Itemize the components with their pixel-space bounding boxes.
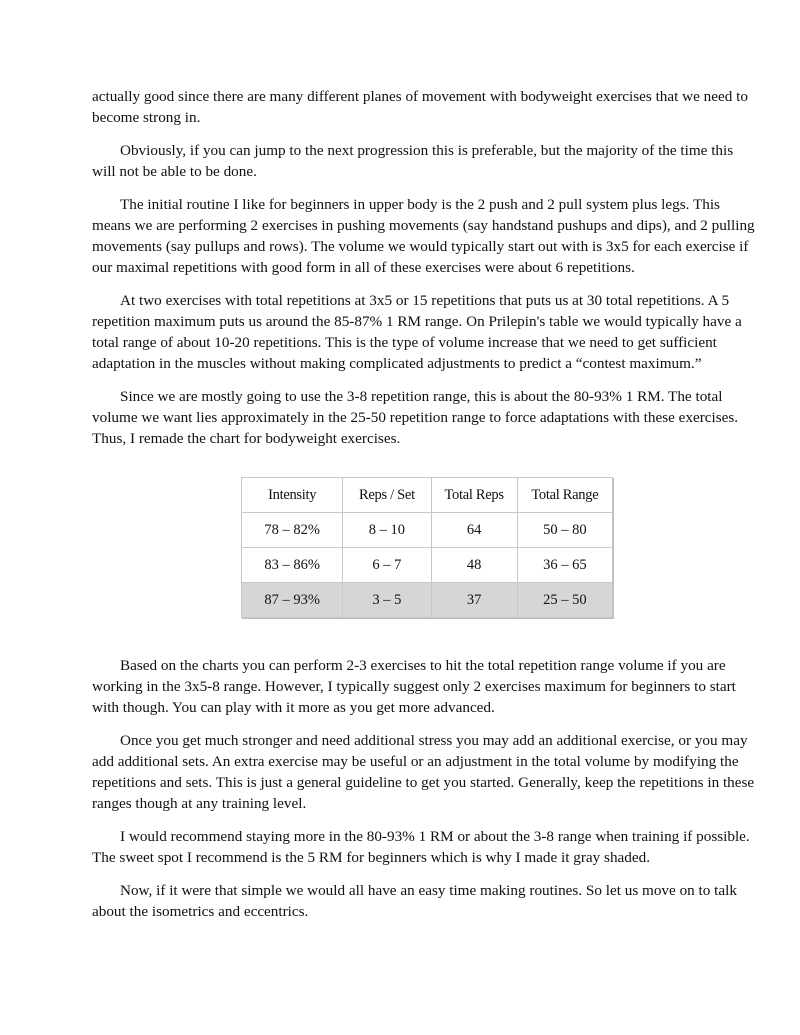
table-header-reps-per-set: Reps / Set — [343, 478, 431, 513]
volume-table — [241, 477, 613, 618]
paragraph-repetition-range: Since we are mostly going to use the 3-8 repetition range, this is about the 80-93% 1 RM. The total volume we want lies approximately in the 25-50 repetition range to force adaptations with these exercises. Thus, I remade the chart for bodyweight exercises. — [92, 388, 739, 447]
document-page — [92, 86, 760, 934]
table-cell-reps-per-set: 3 – 5 — [343, 583, 431, 618]
table-cell-total-reps: 48 — [431, 548, 517, 583]
table-row — [242, 513, 613, 548]
paragraph-initial-routine: The initial routine I like for beginners in upper body is the 2 push and 2 pull system plus legs. This means we are performing 2 exercises in pushing movements (say handstand pushups and dips), and 2 pulling movements (say pullups and rows). The volume we would typically start out with is 3x5 for each exercise if our maximal repetitions with good form in all of these exercises were about 6 repetitions. — [92, 196, 755, 276]
volume-table-container — [241, 477, 613, 617]
table-cell-total-range: 25 – 50 — [517, 583, 612, 618]
paragraphs-after-table — [92, 655, 760, 922]
paragraph-conclusion: Now, if it were that simple we would all have an easy time making routines. So let us move on to talk about the isometrics and eccentrics. — [92, 882, 737, 920]
table-row — [242, 548, 613, 583]
paragraph-recommendation: I would recommend staying more in the 80-93% 1 RM or about the 3-8 range when training if possible. The sweet spot I recommend is the 5 RM for beginners which is why I made it gray shaded. — [92, 828, 750, 866]
table-header-total-range: Total Range — [517, 478, 612, 513]
table-cell-intensity: 78 – 82% — [242, 513, 343, 548]
table-cell-total-range: 36 – 65 — [517, 548, 612, 583]
table-header-row — [242, 478, 613, 513]
table-header-intensity: Intensity — [242, 478, 343, 513]
table-cell-intensity: 87 – 93% — [242, 583, 343, 618]
table-cell-total-reps: 64 — [431, 513, 517, 548]
table-cell-reps-per-set: 6 – 7 — [343, 548, 431, 583]
paragraph-progression: Obviously, if you can jump to the next progression this is preferable, but the majority of the time this will not be able to be done. — [92, 142, 734, 180]
table-cell-total-reps: 37 — [431, 583, 517, 618]
table-cell-total-range: 50 – 80 — [517, 513, 612, 548]
table-header-total-reps: Total Reps — [431, 478, 517, 513]
paragraph-continued: actually good since there are many different planes of movement with bodyweight exercises that we need to become strong in. — [92, 88, 748, 126]
paragraph-total-repetitions: At two exercises with total repetitions at 3x5 or 15 repetitions that puts us at 30 total repetitions. A 5 repetition maximum puts us around the 85-87% 1 RM range. On Prilepin's table we would typically have a total range of about 10-20 repetitions. This is the type of volume increase that we need to get sufficient adaptation in the muscles without making complicated adjustments to predict a “contest maximum.” — [92, 292, 742, 372]
paragraph-charts-guidance: Based on the charts you can perform 2-3 exercises to hit the total repetition range volume if you are working in the 3x5-8 range. However, I typically suggest only 2 exercises maximum for beginners to start with though. You can play with it more as you get more advanced. — [92, 657, 736, 716]
table-row-shaded — [242, 583, 613, 618]
paragraph-additional-stress: Once you get much stronger and need additional stress you may add an additional exercise, or you may add additional sets. An extra exercise may be useful or an adjustment in the total volume by modifying the repetitions and sets. This is just a general guideline to get you started. Generally, keep the repetitions in these ranges though at any training level. — [92, 732, 755, 812]
table-cell-reps-per-set: 8 – 10 — [343, 513, 431, 548]
table-cell-intensity: 83 – 86% — [242, 548, 343, 583]
